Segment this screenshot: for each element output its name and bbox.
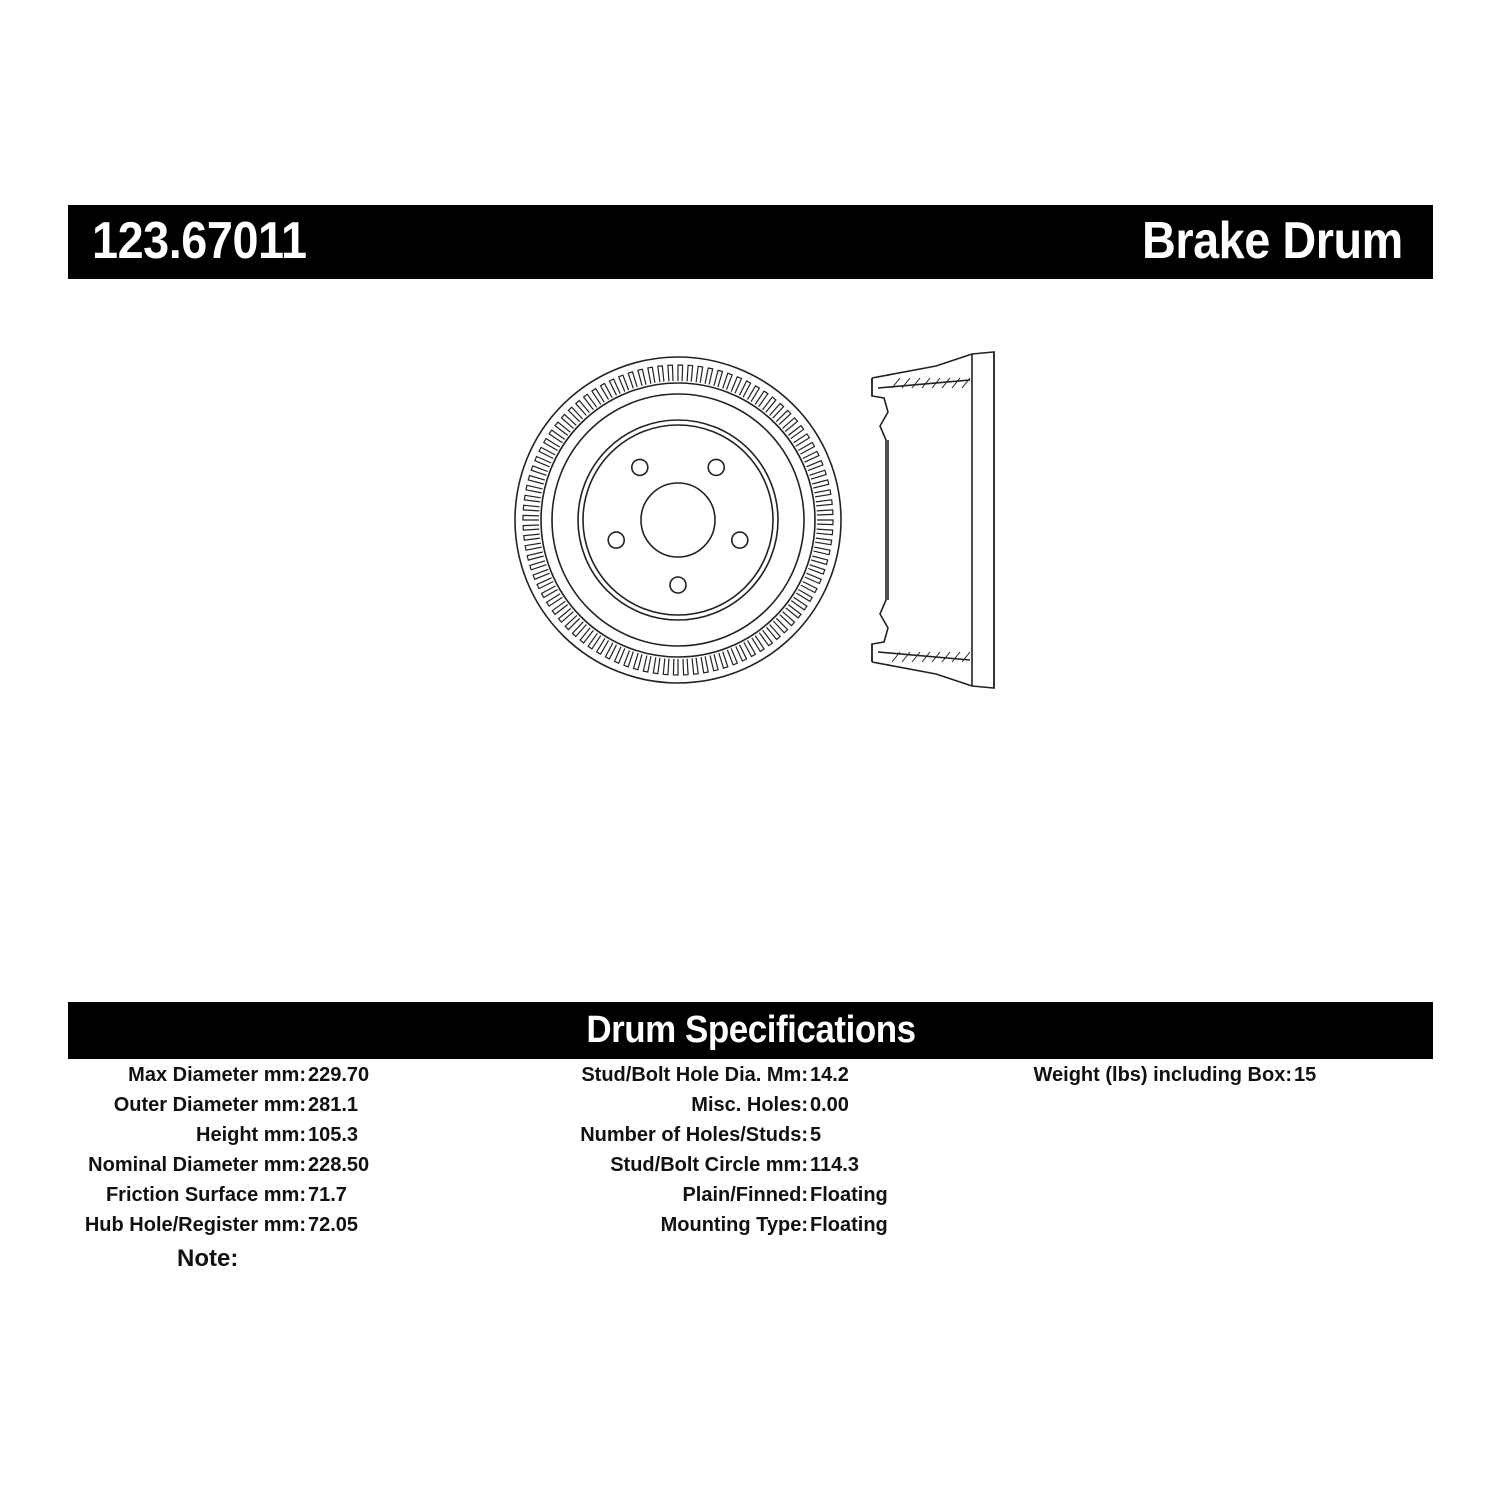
tone-ring-tooth <box>740 381 751 397</box>
hatch-line <box>952 378 960 388</box>
tone-ring-tooth <box>523 505 539 511</box>
tone-ring-tooth <box>597 638 609 654</box>
tone-ring-tooth <box>806 461 823 471</box>
tone-ring-tooth <box>811 556 828 565</box>
tone-ring-tooth <box>547 594 563 606</box>
spec-title: Drum Specifications <box>585 1009 916 1051</box>
tone-ring-tooth <box>683 659 688 675</box>
tone-ring-tooth <box>817 510 833 515</box>
tone-ring-tooth <box>748 386 760 402</box>
tone-ring-tooth <box>710 654 718 671</box>
tone-ring-tooth <box>814 490 831 497</box>
note-label: Note: <box>177 1245 239 1272</box>
spec-value: 281.1 <box>308 1094 359 1116</box>
tone-ring-tooth <box>592 389 604 405</box>
spec-value: 114.3 <box>810 1154 859 1176</box>
spec-value: 14.2 <box>810 1064 849 1086</box>
spec-row <box>0 1214 888 1244</box>
spec-value: Floating <box>810 1184 888 1206</box>
tone-ring-tooth <box>723 373 732 390</box>
tone-ring-tooth <box>736 645 747 661</box>
tone-ring-tooth <box>744 640 756 656</box>
tone-ring-tooth <box>624 650 633 667</box>
tone-ring-tooth <box>817 520 833 525</box>
side-mount-line <box>878 380 970 388</box>
bolt-holes <box>608 459 748 593</box>
spec-label: Friction Surface mm: <box>105 1184 306 1206</box>
tone-ring-tooth <box>668 365 673 381</box>
hatch-line <box>912 378 920 388</box>
spec-value: 229.70 <box>308 1064 370 1086</box>
spec-value: 228.50 <box>308 1154 370 1176</box>
brake-drum-side-section-icon <box>872 352 994 688</box>
tone-ring-tooth <box>544 439 560 451</box>
tone-ring-tooth <box>524 495 541 502</box>
tone-ring-tooth <box>816 500 832 506</box>
tone-ring-tooth <box>619 375 629 392</box>
tone-ring-tooth <box>539 447 555 458</box>
hatch-line <box>912 652 920 662</box>
tone-ring-tooth <box>794 434 810 446</box>
spec-value: 71.7 <box>308 1184 347 1206</box>
hub-hole-circle <box>641 483 715 557</box>
tone-ring-tooth <box>542 586 558 598</box>
hatch-line <box>962 378 970 388</box>
tone-ring-tooth <box>803 451 819 462</box>
tone-ring-tooth <box>810 470 827 479</box>
hatch-line <box>902 378 910 388</box>
spec-label: Stud/Bolt Circle mm: <box>610 1154 808 1176</box>
side-outer-top <box>872 352 994 688</box>
tone-ring-tooth <box>796 590 812 602</box>
tone-ring-inner-circle <box>541 383 815 657</box>
spec-header-bar <box>68 1002 1433 1059</box>
spec-label: Number of Holes/Studs: <box>580 1124 808 1146</box>
bolt-hole <box>632 459 648 475</box>
tone-ring-tooth <box>601 384 613 400</box>
tone-ring-tooth <box>816 529 832 535</box>
spec-value: 5 <box>810 1124 822 1146</box>
part-number: 123.67011 <box>92 212 307 270</box>
spec-row <box>0 1124 822 1154</box>
tone-ring-tooth <box>687 365 693 381</box>
tone-ring-tooth <box>523 525 539 530</box>
tone-ring-tooth <box>692 658 698 674</box>
section-hatching <box>892 378 970 662</box>
side-hub-face <box>872 378 888 662</box>
spec-row <box>0 1184 888 1214</box>
tone-ring-tooth <box>812 480 829 488</box>
tone-ring-tooth <box>605 643 616 659</box>
tone-ring-tooth <box>719 652 728 669</box>
spec-label: Nominal Diameter mm: <box>88 1154 306 1176</box>
tone-ring-tooth <box>634 653 643 670</box>
tone-ring-tooth <box>731 377 741 393</box>
tone-ring-tooth <box>727 648 737 665</box>
tone-ring-tooth <box>653 657 660 674</box>
tone-ring-tooth <box>525 543 542 550</box>
tone-ring-tooth <box>815 538 832 545</box>
tone-ring-tooth <box>648 367 655 384</box>
spec-label: Max Diameter mm: <box>128 1064 306 1086</box>
spec-label: Stud/Bolt Hole Dia. Mm: <box>581 1064 808 1086</box>
part-type: Brake Drum <box>1142 212 1403 270</box>
tone-ring-tooth <box>533 569 550 579</box>
tone-ring-tooth <box>798 443 814 455</box>
tone-ring-tooth <box>523 515 539 520</box>
spec-row <box>0 1154 859 1184</box>
tone-ring-teeth <box>523 365 833 675</box>
spec-value: 72.05 <box>308 1214 359 1236</box>
spec-label: Outer Diameter mm: <box>113 1094 306 1116</box>
drum-face-circle <box>552 394 804 646</box>
tone-ring-tooth <box>673 659 678 675</box>
tone-ring-tooth <box>609 379 620 395</box>
tone-ring-tooth <box>537 578 553 589</box>
spec-label: Weight (lbs) including Box: <box>1033 1064 1292 1086</box>
tone-ring-tooth <box>643 656 651 673</box>
tone-ring-tooth <box>805 573 821 583</box>
tone-ring-tooth <box>658 366 664 382</box>
spec-value: 0.00 <box>810 1094 849 1116</box>
spec-row <box>0 1064 1317 1094</box>
tone-ring-tooth <box>535 457 551 467</box>
tone-ring-tooth <box>615 647 625 663</box>
hatch-line <box>952 652 960 662</box>
bolt-hole <box>708 459 724 475</box>
tone-ring-tooth <box>701 656 708 673</box>
tone-ring-tooth <box>638 369 646 386</box>
spec-row <box>0 1094 849 1124</box>
hub-step-circle <box>578 420 778 620</box>
tone-ring-tooth <box>531 466 548 475</box>
hub-inner-circle <box>583 425 773 615</box>
bolt-hole <box>670 577 686 593</box>
tone-ring-tooth <box>678 365 683 381</box>
tone-ring-tooth <box>628 372 637 389</box>
spec-label: Plain/Finned: <box>682 1184 808 1206</box>
tone-ring-tooth <box>752 636 764 652</box>
tone-ring-tooth <box>663 658 669 674</box>
spec-label: Height mm: <box>196 1124 306 1146</box>
spec-value: 15 <box>1294 1064 1317 1086</box>
tone-ring-tooth <box>527 552 544 560</box>
spec-value: 105.3 <box>308 1124 359 1146</box>
bolt-hole <box>732 532 748 548</box>
tone-ring-tooth <box>801 582 817 593</box>
tone-ring-tooth <box>808 565 825 574</box>
brake-drum-front-view-icon <box>515 357 841 683</box>
spec-value: Floating <box>810 1214 888 1236</box>
title-bar <box>68 205 1433 279</box>
tone-ring-tooth <box>528 476 545 485</box>
spec-label: Misc. Holes: <box>691 1094 808 1116</box>
bolt-hole <box>608 532 624 548</box>
spec-label: Mounting Type: <box>660 1214 808 1236</box>
tone-ring-tooth <box>696 366 703 383</box>
tone-ring-tooth <box>530 561 547 570</box>
brake-drum-drawing <box>500 340 1020 710</box>
tone-ring-tooth <box>526 485 543 493</box>
tone-ring-tooth <box>814 547 831 555</box>
outer-rim-circle <box>515 357 841 683</box>
tone-ring-tooth <box>705 368 713 385</box>
spec-label: Hub Hole/Register mm: <box>84 1214 306 1236</box>
tone-ring-tooth <box>714 370 723 387</box>
tone-ring-tooth <box>524 534 540 540</box>
